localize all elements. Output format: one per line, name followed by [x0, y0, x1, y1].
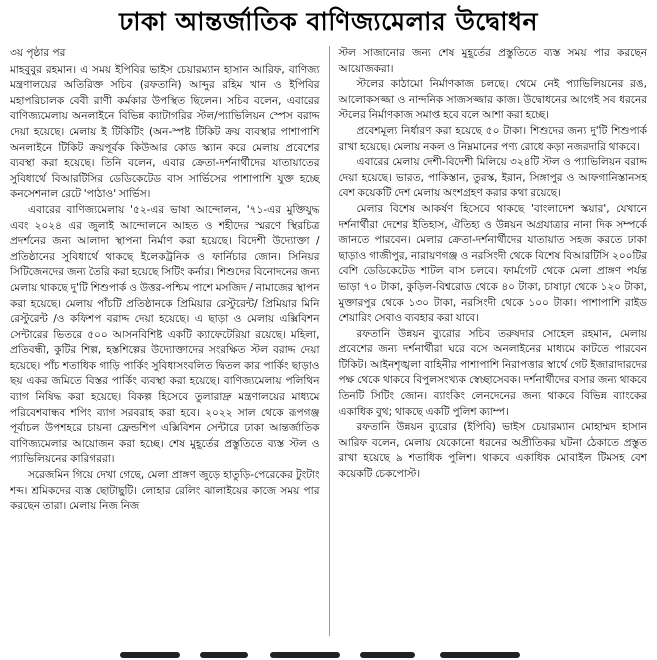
paragraph: স্টল সাজানোর জন্য শেষ মুহূর্তের প্রস্তুতিতে ব্যস্ত সময় পার করছেন আয়োজকরা। — [338, 47, 647, 75]
cropped-text-fragment — [120, 652, 180, 658]
left-column — [10, 46, 329, 636]
article-body — [10, 46, 647, 636]
cropped-text-fragment — [440, 652, 520, 658]
continuation-byline: ৩য় পৃষ্ঠার পর — [10, 47, 66, 59]
cropped-text-fragment — [360, 652, 415, 658]
paragraph: এবারের মেলায় দেশী-বিদেশী মিলিয়ে ৩২৪টি স্টল ও প্যাভিলিয়ন বরাদ্দ দেয়া হয়েছে। ভারত, পাকিস্তান, তুরস্ক, ইরান, সিঙ্গাপুর ও আফগানিস্তানসহ বেশ কয়েকটি দেশ মেলায় অংশগ্রহণ করার কথা রয়েছে। — [338, 156, 647, 200]
cropped-text-fragment — [200, 652, 248, 658]
article-headline: ঢাকা আন্তর্জাতিক বাণিজ্যমেলার উদ্বোধন — [119, 7, 538, 36]
paragraph: স্টলের কাঠামো নির্মাণকাজ চলছে। থেমে নেই প্যাভিলিয়নের রঙ, আলোকসজ্জা ও নান্দনিক সাজসজ্জার কাজ। উদ্বোধনের আগেই সব ধরনের স্টলের নির্মাণকাজ সমাপ্ত হবে বলে আশা করা হচ্ছে। — [338, 78, 647, 122]
cropped-text-fragment — [270, 652, 340, 658]
paragraph: রফতানি উন্নয়ন ব্যুরোর সচিব তরুষদার সোহেল রহমান, মেলায় প্রবেশের জন্য দর্শনার্থীরা ঘরে বসে অনলাইনের মাধ্যমে কাটতে পারবেন টিকিট। আইনশৃঙ্খলা বাহিনীর পাশাপাশি নিরাপত্তার স্বার্থে গেট ইজারাদারদের পক্ষ থেকে থাকবে বিপুলসংখ্যক স্বেচ্ছাসেবক। দর্শনার্থীদের বসার জন্য থাকবে তিনটি সিটিং জোন। ব্যাংকিং লেনদেনের জন্য থাকবে বিভিন্ন ব্যাংকের একাধিক বুথ; থাকছে একটি পুলিশ ক্যাম্প। — [338, 327, 647, 418]
paragraph: এবারের বাণিজ্যমেলায় '৫২-এর ভাষা আন্দোলন, '৭১-এর মুক্তিযুদ্ধ এবং ২০২৪ এর জুলাই আন্দোলনে আহত ও শহীদের স্মরণে স্থিরচিত্র প্রদর্শনের জন্য আলাদা স্থাপনা নির্মাণ করা হয়েছে। বিদেশী উদ্যোক্তা / প্রতিষ্ঠানের সুবিধার্থে থাকছে ইলেকট্রনিক ও ফার্নিচার জোন। সিনিয়র সিটিজেনদের জন্য তৈরি করা হয়েছে সিটিং কর্নার। শিশুদের বিনোদনের জন্য মেলায় থাকছে দু'টি শিশুপার্ক ও উত্তর-পশ্চিম পাশে মসজিদ / নামাজের স্থাপন করা হয়েছে। মেলায় পাঁচটি প্রতিষ্ঠানকে প্রিমিয়ার রেস্টুরেন্ট/ প্রিমিয়ার মিনি রেস্টুরেন্ট /ও কফিশপ বরাদ্দ দেয়া হয়েছে। এ ছাড়া ও মেলায় এক্সিবিশন সেন্টারের ভিতরে ৫০০ আসনবিশিষ্ট একটি ক্যাফেটেরিয়া রয়েছে। মহিলা, প্রতিবন্ধী, কুটির শিল্প, হস্তশিল্পের উদ্যোক্তাদের সংরক্ষিত স্টল বরাদ্দ দেয়া হয়েছে। পাঁচ শতাধিক গাড়ি পার্কিং সুবিধাসংবলিত দ্বিতল কার পার্কিং ছাড়াও ছয় একর জমিতে বিস্তর পার্কিং ব্যবস্থা করা হয়েছে। বাণিজ্যমেলায় পলিথিন ব্যাগ নিষিদ্ধ করা হয়েছে। বিকল্প হিসেবে তুলারাদ্রু মন্ত্রণালয়ের মাধ্যমে পরিবেশবান্ধব শপিং ব্যাগ সরবরাহ করা হবে। ২০২২ সাল থেকে রূপগঞ্জ পূর্বাচল উপশহরে চায়না ফ্রেন্ডশিপ এক্সিবিশন সেন্টারে ঢাকা আন্তর্জাতিক বাণিজ্যমেলার আয়োজন করা হচ্ছে। শেষ মুহূর্তের প্রস্তুতিতে ব্যস্ত স্টল ও প্যাভিলিয়নের কারিগররা। — [10, 203, 320, 466]
paragraph: মাহবুবুর রহমান। এ সময় ইপিবির ভাইস চেয়ারম্যান হাসান আরিফ, বাণিজ্য মন্ত্রণালয়ের অতিরিক্ত সচিব (রফতানি) আব্দুর রহিম খান ও ইপিবির মহাপরিচালক বেবী রাণী কর্মকার উপস্থিত ছিলেন। সচিব বলেন, এবারের বাণিজ্যমেলায় অনলাইনে বিভিন্ন ক্যাটাগরির স্টল/প্যাভিলিয়ন স্পেস বরাদ্দ দেয়া হয়েছে। মেলায় ই টিকিটিং (অন-স্পষ্ট টিকিট ক্রয় ব্যবস্থার পাশাপাশি অনলাইনে টিকিট ক্রয়পূর্বক কিউআর কোড স্ক্যান করে মেলায় প্রবেশের ব্যবস্থা করা হয়েছে। তিনি বলেন, এবার ক্রেতা-দর্শনার্থীদের যাতায়াতের সুবিধার্থে বিআরটিসির ডেডিকেটেড বাস সার্ভিসের পাশাপাশি যুক্ত হচ্ছে কনসেশনাল রেটে 'পাঠাও' সার্ভিস। — [10, 63, 320, 201]
paragraph: রফতানি উন্নয়ন ব্যুরোর (ইপিবি) ভাইস চেয়ারম্যান মোহাম্মদ হাসান আরিফ বলেন, মেলায় যেকোনো ধরনের অপ্রীতিকর ঘটনা ঠেকাতে প্রস্তুত রাখা হয়েছে ৯ শতাধিক পুলিশ। থাকবে একাধিক মোবাইল টিমসহ বেশ কয়েকটি চেকপোস্ট। — [338, 421, 647, 481]
paragraph: মেলার বিশেষ আকর্ষণ হিসেবে থাকছে 'বাংলাদেশ স্কয়ার', যেখানে দর্শনার্থীরা দেশের ইতিহাস, ঐতিহ্য ও উন্নয়ন অগ্রযাত্রার নানা দিক সম্পর্কে জানতে পারবেন। মেলার ক্রেতা-দর্শনার্থীদের যাতায়াত সহজ করতে ঢাকা ছাড়াও গাজীপুর, নারায়ণগঞ্জ ও নরসিংদী থেকে বিশেষ বিআরটিসি ২০০টির বেশি ডেডিকেটেড শাটল বাস চলবে। ফার্মগেট থেকে মেলা প্রাঙ্গণ পর্যন্ত ভাড়া ৭০ টাকা, কুড়িল-বিশ্বরোড থেকে ৪০ টাকা, চাষাঢ়া থেকে ১২০ টাকা, মুক্তারপুর থেকে ১৩০ টাকা, নরসিংদী থেকে ১০০ টাকা। পাশাপাশি রাইড শেয়ারিং সেবাও ব্যবহার করা যাবে। — [338, 202, 647, 325]
paragraph: সরেজমিন গিয়ে দেখা গেছে, মেলা প্রাঙ্গণ জুড়ে হাতুড়ি-পেরেকের টুংটাং শব্দ। শ্রমিকদের ব্যস্ত ছোটাছুটি। লোহার রেলিং ঝালাইয়ের কাজে সময় পার করছেন তারা। মেলায় নিজ নিজ — [10, 469, 320, 513]
paragraph: প্রবেশমূল্য নির্ধারণ করা হয়েছে ৫০ টাকা। শিশুদের জন্য দু'টি শিশুপার্ক রাখা হয়েছে। মেলায় নকল ও নিম্নমানের পণ্য রোধে কড়া নজরদারি থাকবে। — [338, 124, 647, 153]
right-column — [329, 46, 648, 636]
cropped-next-headline — [0, 642, 657, 660]
